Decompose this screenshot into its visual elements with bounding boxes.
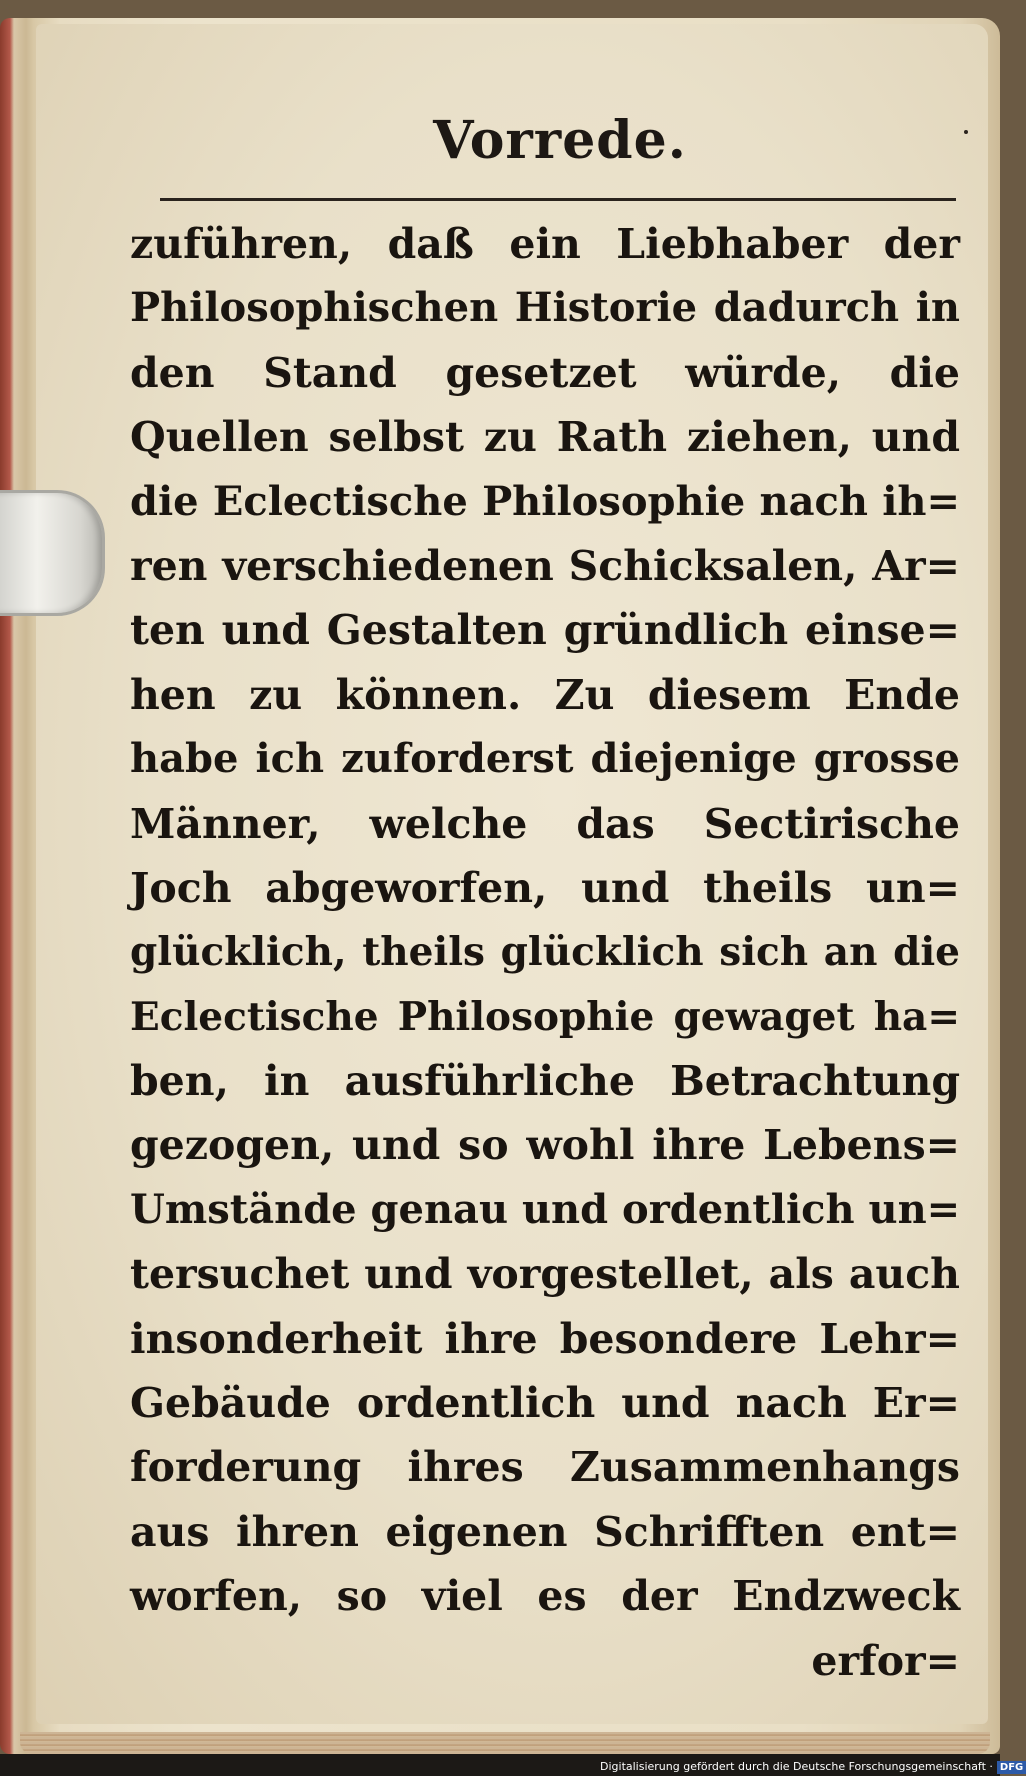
text-line: forderung ihres Zusammenhangs	[130, 1443, 960, 1492]
header-rule	[160, 198, 956, 201]
text-line: Gebäude ordentlich und nach Er=	[130, 1379, 960, 1428]
text-line: die Eclectische Philosophie nach ih=	[130, 477, 960, 525]
text-line: Eclectische Philosophie gewaget ha=	[130, 993, 960, 1040]
text-line: gezogen, und so wohl ihre Lebens=	[130, 1121, 960, 1170]
text-line: ren verschiedenen Schicksalen, Ar=	[130, 541, 960, 590]
text-line: Quellen selbst zu Rath ziehen, und	[130, 413, 960, 462]
text-line: glücklich, theils glücklich sich an die	[130, 929, 960, 976]
text-line: den Stand gesetzet würde, die	[130, 348, 960, 397]
text-line: zuführen, daß ein Liebhaber der	[130, 220, 960, 268]
text-line: insonderheit ihre besondere Lehr=	[130, 1314, 960, 1363]
text-line: ben, in ausführliche Betrachtung	[130, 1057, 960, 1106]
digitization-credit	[600, 1758, 1024, 1776]
credit-text: Digitalisierung gefördert durch die Deutsche Forschungsgemeinschaft ·	[600, 1760, 993, 1773]
text-line: hen zu können. Zu diesem Ende	[130, 670, 960, 719]
text-line: Umstände genau und ordentlich un=	[130, 1185, 961, 1233]
text-line: Joch abgeworfen, und theils un=	[130, 863, 960, 912]
text-line: ten und Gestalten gründlich einse=	[130, 606, 960, 655]
text-line: Philosophischen Historie dadurch in	[130, 284, 960, 332]
page-edges	[20, 1732, 990, 1754]
text-line: tersuchet und vorgestellet, als auch	[130, 1250, 960, 1299]
text-line: worfen, so viel es der Endzweck	[130, 1572, 960, 1621]
bookmark-clip	[0, 490, 105, 616]
catchword: erfor=	[811, 1636, 960, 1685]
ink-dot	[964, 130, 968, 134]
text-line: aus ihren eigenen Schrifften ent=	[130, 1507, 960, 1556]
text-line: Männer, welche das Sectirische	[130, 799, 960, 848]
text-line: habe ich zuforderst diejenige grosse	[130, 735, 960, 783]
dfg-logo: DFG	[997, 1761, 1026, 1774]
page-header: Vorrede.	[433, 110, 687, 171]
body-text	[130, 212, 960, 1693]
